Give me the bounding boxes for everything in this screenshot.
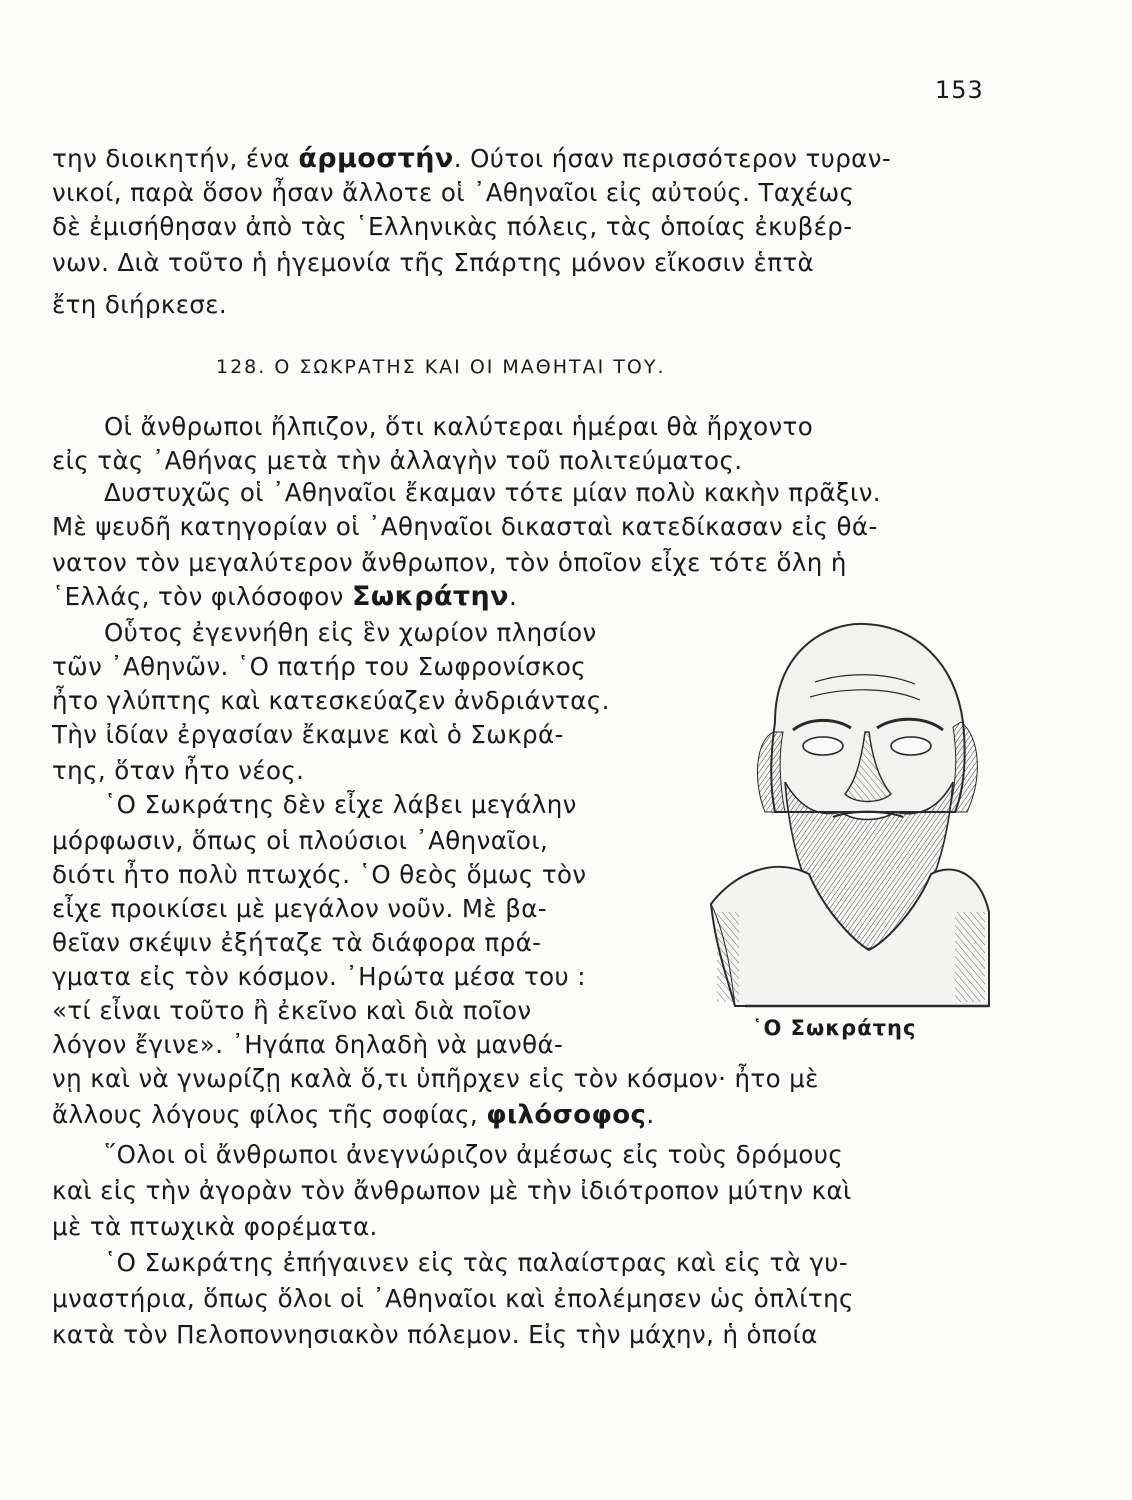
figure-caption: ῾Ο Σωκράτης bbox=[752, 1016, 917, 1040]
text-line: ἔτη διήρκεσε. bbox=[52, 290, 228, 319]
text-line: νικοί, παρὰ ὅσον ἦσαν ἄλλοτε οἱ ᾿Αθηναῖοι εἰς αὐτούς. Ταχέως bbox=[52, 178, 855, 207]
bold-term: άρμοστήν bbox=[298, 143, 454, 174]
socrates-bust-illustration bbox=[705, 612, 993, 1014]
text-line: «τί εἶναι τοῦτο ἢ ἐκεῖνο καὶ διὰ ποῖον bbox=[52, 996, 532, 1025]
bold-term: φιλόσοφος bbox=[486, 1100, 647, 1130]
text-line: νων. Διὰ τοῦτο ἡ ἡγεμονία τῆς Σπάρτης μόνον εἴκοσιν ἑπτὰ bbox=[52, 248, 815, 277]
text-fragment: . Ούτοι ήσαν περισσότερον τυραν- bbox=[453, 144, 892, 173]
page-number: 153 bbox=[935, 76, 984, 104]
text-line: γματα εἰς τὸν κόσμον. ᾿Ηρώτα μέσα του : bbox=[52, 962, 586, 991]
text-fragment: την διοικητήν, ένα bbox=[52, 144, 291, 173]
text-fragment: ῾Ελλάς, τὸν φιλόσοφον bbox=[52, 582, 344, 611]
text-line: διότι ἦτο πολὺ πτωχός. ῾Ο θεὸς ὅμως τὸν bbox=[52, 860, 587, 889]
text-line: Οἱ ἄνθρωποι ἤλπιζον, ὅτι καλύτεραι ἡμέραι θὰ ἤρχοντο bbox=[104, 412, 814, 441]
text-line: ῾Ο Σωκράτης ἐπήγαινεν εἰς τὰς παλαίστρας καὶ εἰς τὰ γυ- bbox=[104, 1248, 849, 1277]
text-fragment: . bbox=[508, 582, 518, 611]
text-line bbox=[52, 1100, 655, 1130]
text-line: δὲ ἐμισήθησαν ἀπὸ τὰς ῾Ελληνικὰς πόλεις, τὰς ὁποίας ἐκυβέρ- bbox=[52, 212, 853, 241]
text-line: μόρφωσιν, ὅπως οἱ πλούσιοι ᾿Αθηναῖοι, bbox=[52, 826, 549, 855]
text-line: ῾Ο Σωκράτης δὲν εἶχε λάβει μεγάλην bbox=[104, 790, 577, 819]
text-line bbox=[52, 582, 517, 612]
text-fragment: ἄλλους λόγους φίλος τῆς σοφίας, bbox=[52, 1100, 479, 1129]
text-line: νατον τὸν μεγαλύτερον ἄνθρωπον, τὸν ὁποῖον εἶχε τότε ὅλη ἡ bbox=[52, 548, 847, 577]
text-line: Οὗτος ἐγεννήθη εἰς ἓν χωρίον πλησίον bbox=[104, 618, 597, 647]
text-line: Τὴν ἰδίαν ἐργασίαν ἔκαμνε καὶ ὁ Σωκρά- bbox=[52, 720, 564, 749]
text-line: ῞Ολοι οἱ ἄνθρωποι ἀνεγνώριζον ἀμέσως εἰς τοὺς δρόμους bbox=[104, 1140, 844, 1169]
text-line: μναστήρια, ὅπως ὅλοι οἱ ᾿Αθηναῖοι καὶ ἐπολέμησεν ὡς ὁπλίτης bbox=[52, 1284, 854, 1313]
text-line: εἶχε προικίσει μὲ μεγάλον νοῦν. Μὲ βα- bbox=[52, 894, 548, 923]
text-fragment: . bbox=[646, 1100, 655, 1129]
text-line: κατὰ τὸν Πελοποννησιακὸν πόλεμον. Εἰς τὴν μάχην, ἡ ὁποία bbox=[52, 1320, 818, 1349]
text-line: λόγον ἔγινε». ᾿Ηγάπα δηλαδὴ νὰ μανθά- bbox=[52, 1030, 564, 1059]
text-line: εἰς τὰς ᾿Αθήνας μετὰ τὴν ἀλλαγὴν τοῦ πολιτεύματος. bbox=[52, 446, 743, 475]
bold-term: Σωκράτην bbox=[351, 581, 509, 612]
text-line: μὲ τὰ πτωχικὰ φορέματα. bbox=[52, 1212, 378, 1241]
text-line: τῶν ᾿Αθηνῶν. ῾Ο πατήρ του Σωφρονίσκος bbox=[52, 652, 587, 681]
text-line: νῃ καὶ νὰ γνωρίζῃ καλὰ ὅ,τι ὑπῆρχεν εἰς τὸν κόσμον· ἦτο μὲ bbox=[52, 1064, 819, 1093]
text-line bbox=[52, 144, 990, 174]
section-heading: 128. Ο ΣΩΚΡΑΤΗΣ ΚΑΙ ΟΙ ΜΑΘΗΤΑΙ ΤΟΥ. bbox=[216, 356, 666, 378]
text-line: καὶ εἰς τὴν ἀγορὰν τὸν ἄνθρωπον μὲ τὴν ἰδιότροπον μύτην καὶ bbox=[52, 1176, 852, 1205]
text-line: Μὲ ψευδῆ κατηγορίαν οἱ ᾿Αθηναῖοι δικασταὶ κατεδίκασαν εἰς θά- bbox=[52, 512, 878, 541]
text-line: Δυστυχῶς οἱ ᾿Αθηναῖοι ἔκαμαν τότε μίαν πολὺ κακὴν πρᾶξιν. bbox=[104, 478, 881, 507]
text-line: της, ὅταν ἦτο νέος. bbox=[52, 756, 305, 785]
text-line: ἦτο γλύπτης καὶ κατεσκεύαζεν ἀνδριάντας. bbox=[52, 686, 610, 715]
text-line: θεῖαν σκέψιν ἐξήταζε τὰ διάφορα πρά- bbox=[52, 928, 542, 957]
